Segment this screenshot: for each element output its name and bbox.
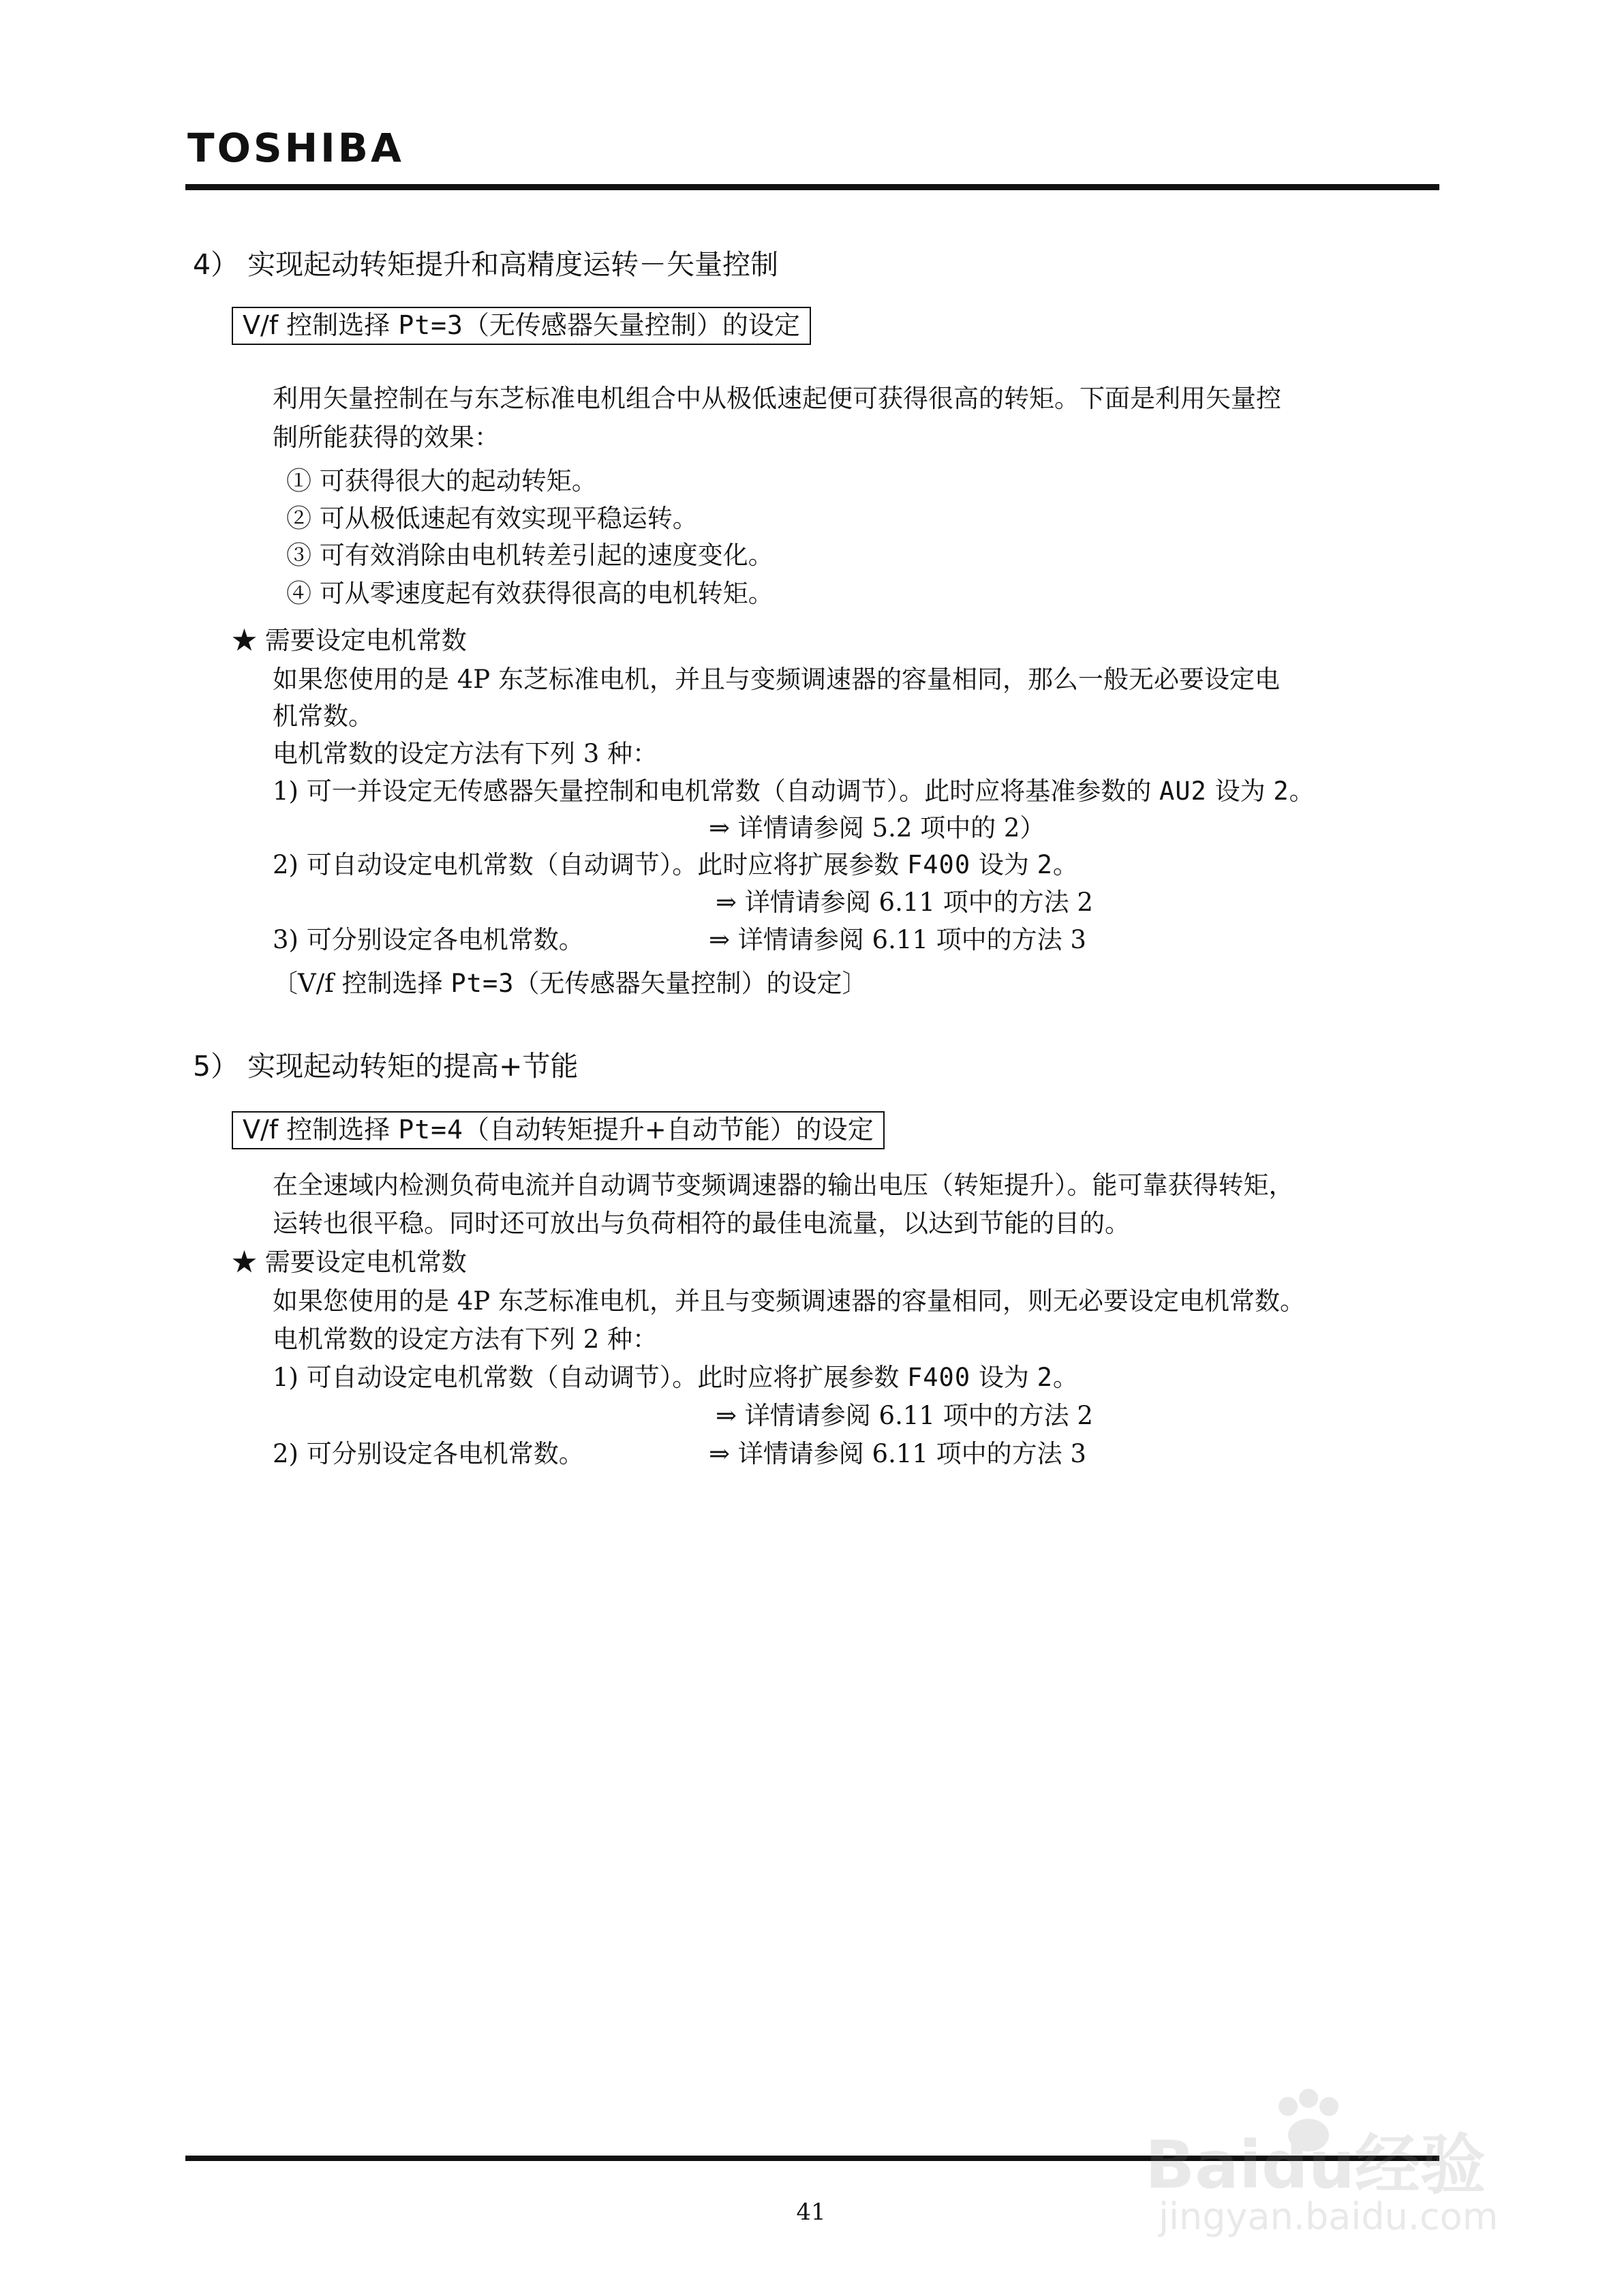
box-suffix: （无传感器矢量控制）的设定 <box>463 310 800 340</box>
method-1-reference: ⇒ 详情请参阅 6.11 项中的方法 2 <box>716 1401 1093 1430</box>
section-4-star-title: ★ 需要设定电机常数 <box>232 626 467 655</box>
page-number: 41 <box>796 2199 826 2226</box>
toshiba-logo: TOSHIBA <box>187 125 404 171</box>
effect-item: ④ 可从零速度起有效获得很高的电机转矩。 <box>286 579 774 608</box>
parameter-value: 2 <box>1037 1363 1053 1392</box>
method-3: 3) 可分别设定各电机常数。 <box>273 925 584 954</box>
method-1 <box>273 1365 1078 1390</box>
section-4-intro-line-2: 制所能获得的效果： <box>273 423 500 452</box>
box-prefix: V/f 控制选择 <box>243 310 399 340</box>
method-text: 。 <box>1289 776 1315 806</box>
method-2-reference: ⇒ 详情请参阅 6.11 项中的方法 3 <box>709 1439 1086 1468</box>
baidu-watermark <box>1118 2086 1567 2243</box>
method-2: 2) 可分别设定各电机常数。 <box>273 1439 584 1468</box>
method-3-reference: ⇒ 详情请参阅 6.11 项中的方法 3 <box>709 925 1086 954</box>
parameter-code: Pt=3 <box>398 310 463 340</box>
box-suffix: （自动转矩提升+自动节能）的设定 <box>463 1115 874 1145</box>
method-text: 设为 <box>970 850 1037 879</box>
method-2-reference: ⇒ 详情请参阅 6.11 项中的方法 2 <box>716 888 1093 917</box>
effect-item: ② 可从极低速起有效实现平稳运转。 <box>286 504 698 533</box>
parameter-code: F400 <box>907 1363 971 1392</box>
method-text: 1) 可一并设定无传感器矢量控制和电机常数（自动调节）。此时应将基准参数的 <box>273 776 1159 806</box>
method-text: 2) 可自动设定电机常数（自动调节）。此时应将扩展参数 <box>273 850 907 879</box>
parameter-code: Pt=3 <box>450 969 515 998</box>
method-1-reference: ⇒ 详情请参阅 5.2 项中的 2） <box>709 813 1045 843</box>
section-4-star-line-1: 如果您使用的是 4P 东芝标准电机，并且与变频调速器的容量相同，那么一般无必要设定电 <box>273 665 1280 694</box>
method-text: 设为 <box>1206 776 1274 806</box>
section-4-closing <box>273 971 868 996</box>
closing-text: （无传感器矢量控制）的设定〕 <box>514 969 868 998</box>
watermark-brand: Baidu经验 <box>1145 2127 1486 2203</box>
method-text: 设为 <box>970 1363 1037 1392</box>
section-4-heading: 4） 实现起动转矩提升和高精度运转－矢量控制 <box>193 248 779 281</box>
section-5-star-title: ★ 需要设定电机常数 <box>232 1248 467 1277</box>
watermark-url: jingyan.baidu.com <box>1159 2195 1499 2238</box>
section-4-intro-line-1: 利用矢量控制在与东芝标准电机组合中从极低速起便可获得很高的转矩。下面是利用矢量控 <box>273 384 1281 413</box>
method-text: 。 <box>1052 850 1078 879</box>
section-5-heading: 5） 实现起动转矩的提高+节能 <box>193 1050 579 1083</box>
box-prefix: V/f 控制选择 <box>243 1115 399 1145</box>
effect-item: ① 可获得很大的起动转矩。 <box>286 466 597 496</box>
parameter-value: 2 <box>1273 776 1289 806</box>
method-1 <box>273 776 1315 806</box>
closing-text: 〔V/f 控制选择 <box>273 969 451 998</box>
section-4-star-line-2: 机常数。 <box>273 701 373 731</box>
section-4-setting-box <box>232 307 811 345</box>
section-5-star-line-1: 如果您使用的是 4P 东芝标准电机，并且与变频调速器的容量相同，则无必要设定电机常数。 <box>273 1286 1305 1316</box>
parameter-value: 2 <box>1037 850 1053 879</box>
method-2 <box>273 852 1078 877</box>
header-rule <box>185 184 1439 190</box>
section-5-intro-line-1: 在全速域内检测负荷电流并自动调节变频调速器的输出电压（转矩提升）。能可靠获得转矩， <box>273 1170 1294 1200</box>
section-5-methods-intro: 电机常数的设定方法有下列 2 种： <box>273 1325 658 1354</box>
parameter-code: F400 <box>907 850 971 879</box>
parameter-code: AU2 <box>1159 776 1207 806</box>
method-text: 1) 可自动设定电机常数（自动调节）。此时应将扩展参数 <box>273 1363 907 1392</box>
section-5-intro-line-2: 运转也很平稳。同时还可放出与负荷相符的最佳电流量，以达到节能的目的。 <box>273 1209 1130 1238</box>
section-5-setting-box <box>232 1111 885 1149</box>
parameter-code: Pt=4 <box>398 1115 463 1145</box>
method-text: 。 <box>1052 1363 1078 1392</box>
effect-item: ③ 可有效消除由电机转差引起的速度变化。 <box>286 541 774 570</box>
section-4-methods-intro: 电机常数的设定方法有下列 3 种： <box>273 739 658 768</box>
